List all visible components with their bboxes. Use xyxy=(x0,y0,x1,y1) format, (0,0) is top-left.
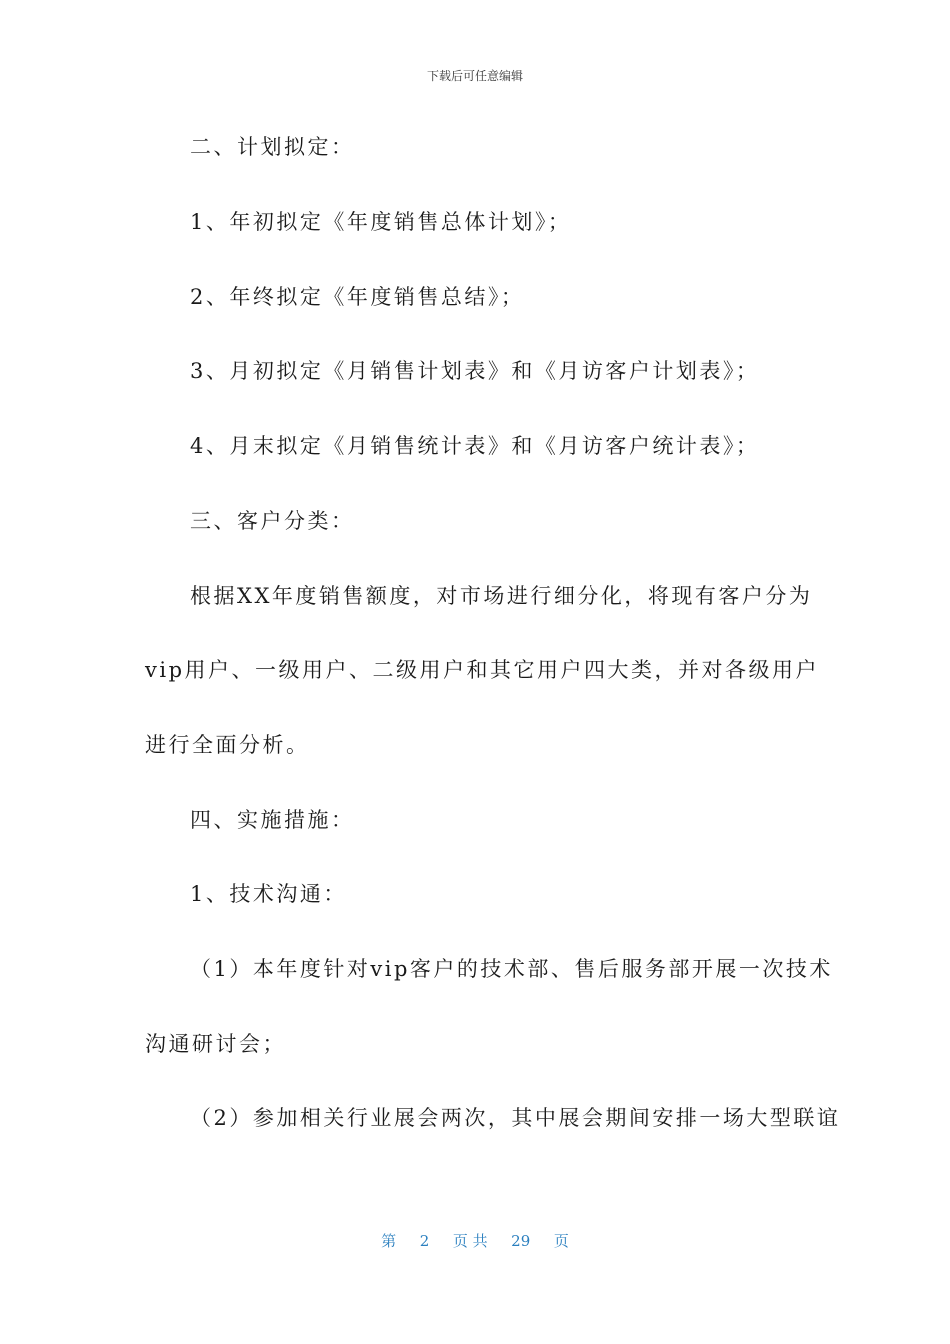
paragraph-line: 根据XX年度销售额度，对市场进行细分化，将现有客户分为 xyxy=(190,584,813,608)
total-pages: 29 xyxy=(511,1232,531,1250)
paragraph-line: （1）本年度针对vip客户的技术部、售后服务部开展一次技术 xyxy=(190,957,833,981)
page-label-prefix: 第 xyxy=(381,1232,397,1250)
subsection-heading: 1、技术沟通： xyxy=(190,882,347,906)
list-item: 3、月初拟定《月销售计划表》和《月访客户计划表》； xyxy=(190,359,760,383)
paragraph-line: vip用户、一级用户、二级用户和其它用户四大类，并对各级用户 xyxy=(145,658,820,682)
paragraph-line: 进行全面分析。 xyxy=(145,733,310,757)
section-heading-measures: 四、实施措施： xyxy=(190,808,355,832)
page-number: 2 xyxy=(419,1232,430,1250)
list-item: 2、年终拟定《年度销售总结》； xyxy=(190,285,525,309)
page-label-mid: 页 共 xyxy=(452,1232,488,1250)
paragraph-line: 沟通研讨会； xyxy=(145,1032,286,1056)
page-label-suffix: 页 xyxy=(553,1232,569,1250)
section-heading-customer: 三、客户分类： xyxy=(190,509,355,533)
list-item: 1、年初拟定《年度销售总体计划》； xyxy=(190,210,572,234)
header-note: 下载后可任意编辑 xyxy=(426,69,523,83)
section-heading-plan: 二、计划拟定： xyxy=(190,135,355,159)
page-footer xyxy=(0,1230,950,1251)
paragraph-line: （2）参加相关行业展会两次，其中展会期间安排一场大型联谊 xyxy=(190,1106,841,1130)
list-item: 4、月末拟定《月销售统计表》和《月访客户统计表》； xyxy=(190,434,760,458)
